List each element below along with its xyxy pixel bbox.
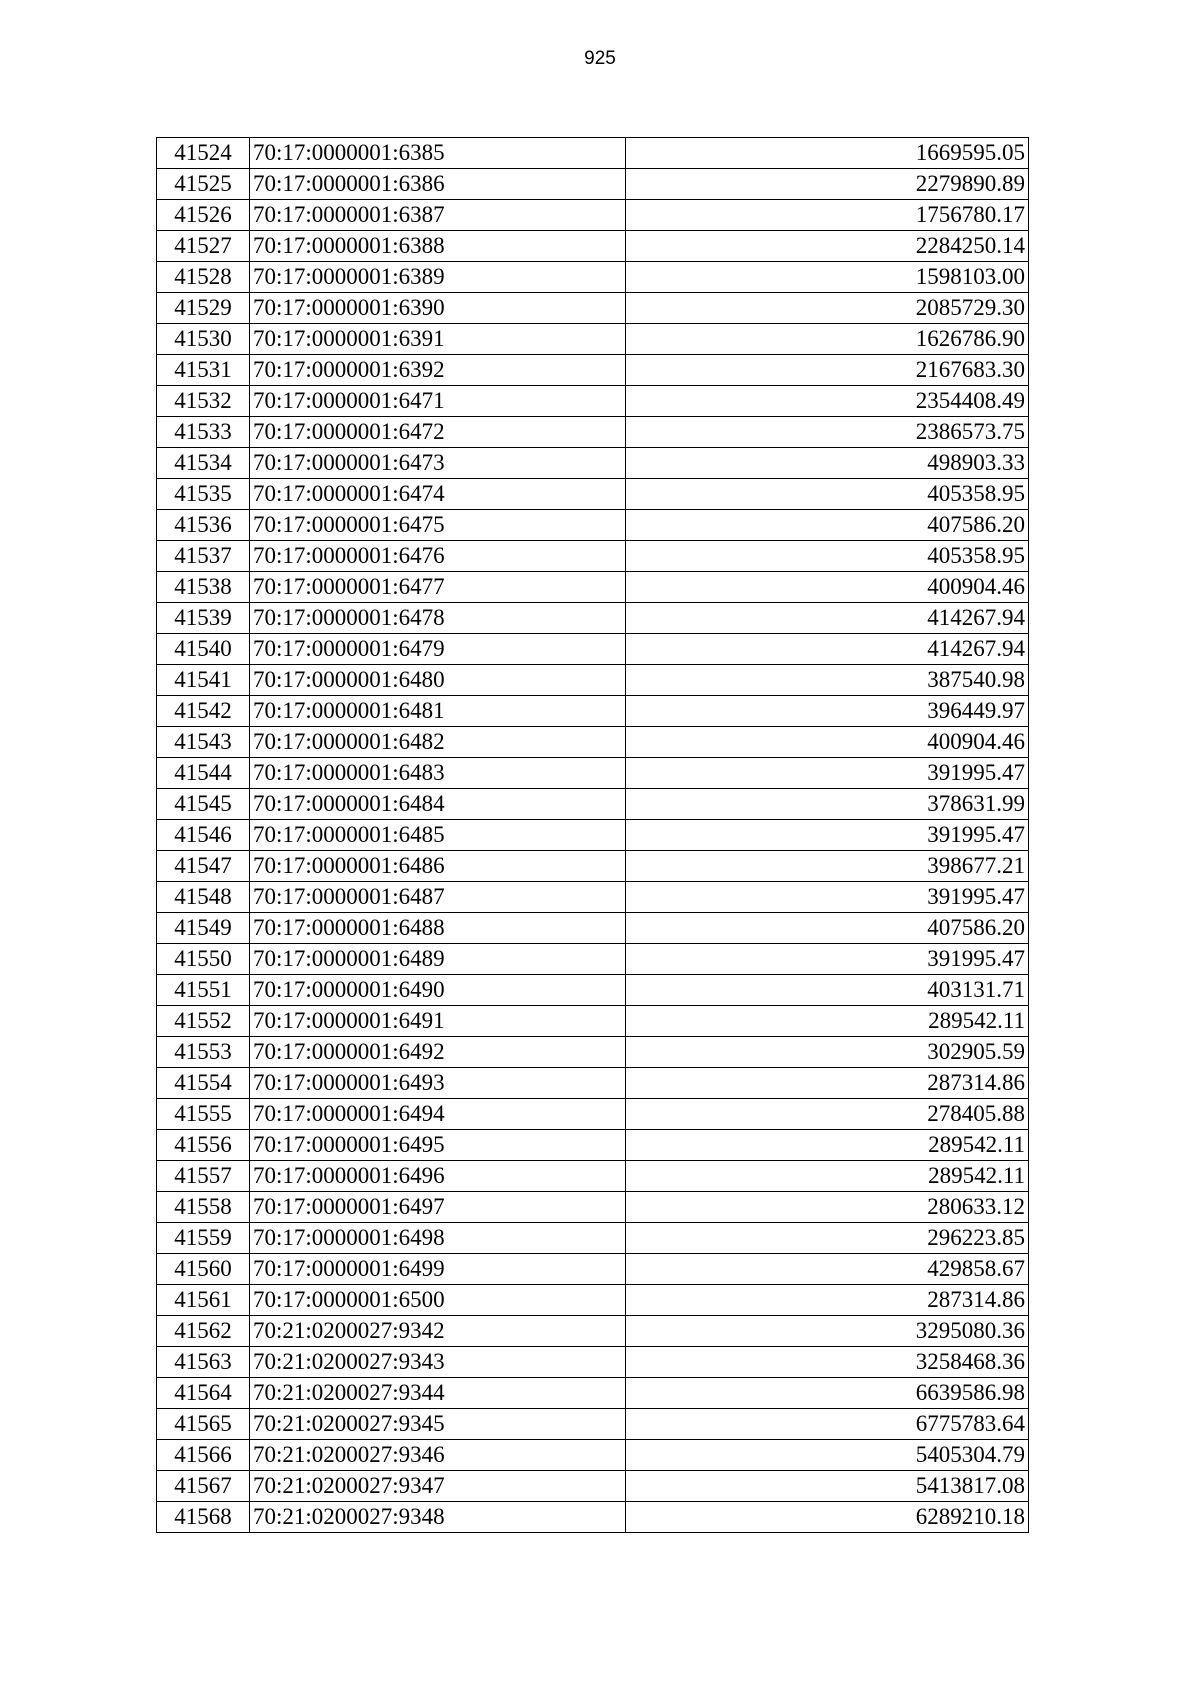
- value-cell: 405358.95: [626, 541, 1029, 572]
- table-row: [157, 975, 1029, 1006]
- value-cell: 3258468.36: [626, 1347, 1029, 1378]
- value-cell: 2167683.30: [626, 355, 1029, 386]
- table-row: [157, 324, 1029, 355]
- table-row: [157, 200, 1029, 231]
- cadastral-number-cell: 70:21:0200027:9345: [250, 1409, 626, 1440]
- row-number-cell: 41550: [157, 944, 250, 975]
- table-row: [157, 1223, 1029, 1254]
- row-number-cell: 41565: [157, 1409, 250, 1440]
- value-cell: 2386573.75: [626, 417, 1029, 448]
- table-row: [157, 1099, 1029, 1130]
- table-row: [157, 665, 1029, 696]
- table-row: [157, 572, 1029, 603]
- row-number-cell: 41567: [157, 1471, 250, 1502]
- table-row: [157, 1130, 1029, 1161]
- row-number-cell: 41531: [157, 355, 250, 386]
- table-row: [157, 169, 1029, 200]
- cadastral-number-cell: 70:17:0000001:6496: [250, 1161, 626, 1192]
- value-cell: 391995.47: [626, 882, 1029, 913]
- row-number-cell: 41525: [157, 169, 250, 200]
- row-number-cell: 41539: [157, 603, 250, 634]
- value-cell: 278405.88: [626, 1099, 1029, 1130]
- table-row: [157, 1254, 1029, 1285]
- table-row: [157, 541, 1029, 572]
- table-row: [157, 851, 1029, 882]
- cadastral-number-cell: 70:17:0000001:6482: [250, 727, 626, 758]
- row-number-cell: 41536: [157, 510, 250, 541]
- row-number-cell: 41534: [157, 448, 250, 479]
- value-cell: 407586.20: [626, 510, 1029, 541]
- cadastral-number-cell: 70:17:0000001:6499: [250, 1254, 626, 1285]
- row-number-cell: 41530: [157, 324, 250, 355]
- cadastral-number-cell: 70:17:0000001:6492: [250, 1037, 626, 1068]
- cadastral-number-cell: 70:17:0000001:6473: [250, 448, 626, 479]
- row-number-cell: 41561: [157, 1285, 250, 1316]
- cadastral-number-cell: 70:17:0000001:6471: [250, 386, 626, 417]
- value-cell: 414267.94: [626, 634, 1029, 665]
- cadastral-number-cell: 70:17:0000001:6475: [250, 510, 626, 541]
- table-row: [157, 293, 1029, 324]
- value-cell: 6775783.64: [626, 1409, 1029, 1440]
- row-number-cell: 41552: [157, 1006, 250, 1037]
- table-row: [157, 479, 1029, 510]
- value-cell: 5405304.79: [626, 1440, 1029, 1471]
- table-row: [157, 386, 1029, 417]
- value-cell: 289542.11: [626, 1130, 1029, 1161]
- table-row: [157, 510, 1029, 541]
- row-number-cell: 41553: [157, 1037, 250, 1068]
- table-row: [157, 262, 1029, 293]
- row-number-cell: 41543: [157, 727, 250, 758]
- row-number-cell: 41563: [157, 1347, 250, 1378]
- table-row: [157, 1502, 1029, 1533]
- table-row: [157, 1409, 1029, 1440]
- table-row: [157, 758, 1029, 789]
- row-number-cell: 41546: [157, 820, 250, 851]
- table-row: [157, 417, 1029, 448]
- row-number-cell: 41529: [157, 293, 250, 324]
- value-cell: 302905.59: [626, 1037, 1029, 1068]
- row-number-cell: 41540: [157, 634, 250, 665]
- cadastral-number-cell: 70:17:0000001:6495: [250, 1130, 626, 1161]
- cadastral-number-cell: 70:17:0000001:6391: [250, 324, 626, 355]
- cadastral-number-cell: 70:17:0000001:6480: [250, 665, 626, 696]
- value-cell: 400904.46: [626, 572, 1029, 603]
- cadastral-number-cell: 70:17:0000001:6472: [250, 417, 626, 448]
- cadastral-number-cell: 70:17:0000001:6481: [250, 696, 626, 727]
- value-cell: 403131.71: [626, 975, 1029, 1006]
- value-cell: 1626786.90: [626, 324, 1029, 355]
- table-row: [157, 231, 1029, 262]
- table-row: [157, 1347, 1029, 1378]
- cadastral-number-cell: 70:17:0000001:6484: [250, 789, 626, 820]
- table-row: [157, 1068, 1029, 1099]
- cadastral-number-cell: 70:21:0200027:9347: [250, 1471, 626, 1502]
- value-cell: 2085729.30: [626, 293, 1029, 324]
- cadastral-number-cell: 70:17:0000001:6500: [250, 1285, 626, 1316]
- row-number-cell: 41535: [157, 479, 250, 510]
- table-row: [157, 634, 1029, 665]
- cadastral-number-cell: 70:21:0200027:9343: [250, 1347, 626, 1378]
- table-row: [157, 696, 1029, 727]
- table-row: [157, 1316, 1029, 1347]
- value-cell: 3295080.36: [626, 1316, 1029, 1347]
- row-number-cell: 41554: [157, 1068, 250, 1099]
- cadastral-number-cell: 70:21:0200027:9344: [250, 1378, 626, 1409]
- value-cell: 1598103.00: [626, 262, 1029, 293]
- row-number-cell: 41538: [157, 572, 250, 603]
- cadastral-number-cell: 70:21:0200027:9342: [250, 1316, 626, 1347]
- cadastral-number-cell: 70:17:0000001:6476: [250, 541, 626, 572]
- cadastral-number-cell: 70:17:0000001:6385: [250, 138, 626, 169]
- table-body: [157, 138, 1029, 1533]
- cadastral-number-cell: 70:17:0000001:6389: [250, 262, 626, 293]
- cadastral-number-cell: 70:17:0000001:6489: [250, 944, 626, 975]
- value-cell: 289542.11: [626, 1006, 1029, 1037]
- cadastral-number-cell: 70:17:0000001:6497: [250, 1192, 626, 1223]
- value-cell: 387540.98: [626, 665, 1029, 696]
- cadastral-number-cell: 70:21:0200027:9346: [250, 1440, 626, 1471]
- cadastral-number-cell: 70:17:0000001:6486: [250, 851, 626, 882]
- row-number-cell: 41527: [157, 231, 250, 262]
- cadastral-number-cell: 70:17:0000001:6474: [250, 479, 626, 510]
- cadastral-number-cell: 70:17:0000001:6479: [250, 634, 626, 665]
- cadastral-number-cell: 70:17:0000001:6485: [250, 820, 626, 851]
- value-cell: 296223.85: [626, 1223, 1029, 1254]
- table-row: [157, 355, 1029, 386]
- cadastral-number-cell: 70:17:0000001:6390: [250, 293, 626, 324]
- table-row: [157, 882, 1029, 913]
- value-cell: 1669595.05: [626, 138, 1029, 169]
- row-number-cell: 41559: [157, 1223, 250, 1254]
- table-row: [157, 1192, 1029, 1223]
- value-cell: 429858.67: [626, 1254, 1029, 1285]
- value-cell: 391995.47: [626, 820, 1029, 851]
- cadastral-number-cell: 70:21:0200027:9348: [250, 1502, 626, 1533]
- row-number-cell: 41544: [157, 758, 250, 789]
- row-number-cell: 41524: [157, 138, 250, 169]
- cadastral-number-cell: 70:17:0000001:6490: [250, 975, 626, 1006]
- value-cell: 391995.47: [626, 944, 1029, 975]
- table-row: [157, 820, 1029, 851]
- value-cell: 407586.20: [626, 913, 1029, 944]
- row-number-cell: 41547: [157, 851, 250, 882]
- value-cell: 414267.94: [626, 603, 1029, 634]
- value-cell: 289542.11: [626, 1161, 1029, 1192]
- row-number-cell: 41526: [157, 200, 250, 231]
- row-number-cell: 41558: [157, 1192, 250, 1223]
- row-number-cell: 41566: [157, 1440, 250, 1471]
- table-row: [157, 448, 1029, 479]
- table-row: [157, 1285, 1029, 1316]
- cadastral-number-cell: 70:17:0000001:6494: [250, 1099, 626, 1130]
- value-cell: 1756780.17: [626, 200, 1029, 231]
- row-number-cell: 41560: [157, 1254, 250, 1285]
- table-row: [157, 138, 1029, 169]
- value-cell: 2354408.49: [626, 386, 1029, 417]
- table-row: [157, 603, 1029, 634]
- table-row: [157, 1440, 1029, 1471]
- value-cell: 498903.33: [626, 448, 1029, 479]
- table-row: [157, 727, 1029, 758]
- cadastral-number-cell: 70:17:0000001:6478: [250, 603, 626, 634]
- value-cell: 396449.97: [626, 696, 1029, 727]
- table-row: [157, 1161, 1029, 1192]
- row-number-cell: 41557: [157, 1161, 250, 1192]
- row-number-cell: 41564: [157, 1378, 250, 1409]
- row-number-cell: 41551: [157, 975, 250, 1006]
- row-number-cell: 41537: [157, 541, 250, 572]
- cadastral-number-cell: 70:17:0000001:6487: [250, 882, 626, 913]
- value-cell: 287314.86: [626, 1068, 1029, 1099]
- value-cell: 6289210.18: [626, 1502, 1029, 1533]
- cadastral-number-cell: 70:17:0000001:6491: [250, 1006, 626, 1037]
- value-cell: 287314.86: [626, 1285, 1029, 1316]
- cadastral-number-cell: 70:17:0000001:6483: [250, 758, 626, 789]
- table-row: [157, 1378, 1029, 1409]
- row-number-cell: 41528: [157, 262, 250, 293]
- cadastral-number-cell: 70:17:0000001:6392: [250, 355, 626, 386]
- value-cell: 280633.12: [626, 1192, 1029, 1223]
- table-row: [157, 913, 1029, 944]
- page-number: 925: [584, 48, 616, 69]
- value-cell: 391995.47: [626, 758, 1029, 789]
- cadastral-number-cell: 70:17:0000001:6498: [250, 1223, 626, 1254]
- row-number-cell: 41549: [157, 913, 250, 944]
- table-row: [157, 944, 1029, 975]
- row-number-cell: 41532: [157, 386, 250, 417]
- cadastral-number-cell: 70:17:0000001:6477: [250, 572, 626, 603]
- table-row: [157, 1037, 1029, 1068]
- row-number-cell: 41568: [157, 1502, 250, 1533]
- cadastral-number-cell: 70:17:0000001:6488: [250, 913, 626, 944]
- cadastral-number-cell: 70:17:0000001:6493: [250, 1068, 626, 1099]
- row-number-cell: 41556: [157, 1130, 250, 1161]
- cadastral-number-cell: 70:17:0000001:6386: [250, 169, 626, 200]
- row-number-cell: 41555: [157, 1099, 250, 1130]
- row-number-cell: 41545: [157, 789, 250, 820]
- value-cell: 5413817.08: [626, 1471, 1029, 1502]
- row-number-cell: 41542: [157, 696, 250, 727]
- row-number-cell: 41541: [157, 665, 250, 696]
- table-row: [157, 1006, 1029, 1037]
- value-cell: 405358.95: [626, 479, 1029, 510]
- value-cell: 2279890.89: [626, 169, 1029, 200]
- cadastral-value-table: [156, 137, 1029, 1533]
- cadastral-number-cell: 70:17:0000001:6387: [250, 200, 626, 231]
- row-number-cell: 41548: [157, 882, 250, 913]
- value-cell: 400904.46: [626, 727, 1029, 758]
- value-cell: 398677.21: [626, 851, 1029, 882]
- row-number-cell: 41562: [157, 1316, 250, 1347]
- value-cell: 378631.99: [626, 789, 1029, 820]
- table-row: [157, 1471, 1029, 1502]
- table-row: [157, 789, 1029, 820]
- value-cell: 2284250.14: [626, 231, 1029, 262]
- value-cell: 6639586.98: [626, 1378, 1029, 1409]
- cadastral-number-cell: 70:17:0000001:6388: [250, 231, 626, 262]
- row-number-cell: 41533: [157, 417, 250, 448]
